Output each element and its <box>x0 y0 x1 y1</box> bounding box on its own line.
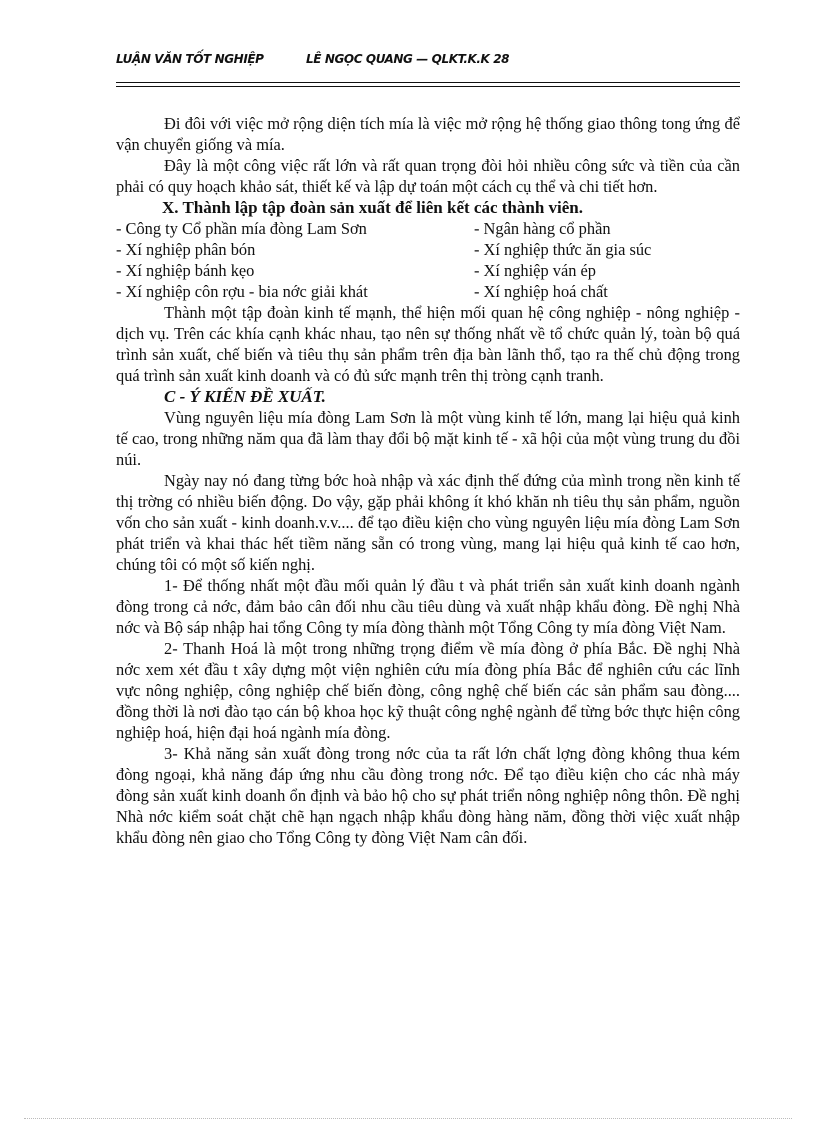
member-item: - Ngân hàng cổ phần <box>474 219 611 238</box>
paragraph-proposal-3: 3- Khả năng sản xuất đòng trong nớc của ta rất lớn chất lợng đòng không thua kém đòng ngoại, khả năng đáp ứng nhu cầu đòng trong nớc. Để tạo điều kiện cho các nhà máy đòng sản xuất kinh doanh ổn định và bảo hộ cho sự phát triển nông nghiệp nông thôn. Đề nghị Nhà nớc kiểm soát chặt chẽ hạn ngạch nhập khẩu đòng hàng năm, đồng thời việc xuất nhập khẩu đòng nên giao cho Tổng Công ty đòng Việt Nam cân đối. <box>116 744 740 847</box>
header-rule-bottom <box>116 86 740 87</box>
paragraph-corporation: Thành một tập đoàn kinh tế mạnh, thể hiện mối quan hệ công nghiệp - nông nghiệp - dịch vụ. Trên các khía cạnh khác nhau, tạo nên sự thống nhất về tổ chức quản lý, toàn bộ quá trình sản xuất, chế biến và tiêu thụ sản phẩm trên địa bàn lãnh thổ, tạo ra thế chủ động trong quá trình sản xuất kinh doanh và có đủ sức mạnh trên thị tròng cạnh tranh. <box>116 303 740 385</box>
header-thesis-label: LUẬN VĂN TỐT NGHIỆP <box>116 52 264 66</box>
header-rule-top <box>116 82 740 83</box>
section-heading-x: X. Thành lập tập đoàn sản xuất để liên kết các thành viên. <box>162 198 584 217</box>
member-item: - Xí nghiệp côn rợu - bia nớc giải khát <box>116 282 368 301</box>
member-item: - Xí nghiệp hoá chất <box>474 282 608 301</box>
paragraph-proposal-2: 2- Thanh Hoá là một trong những trọng điểm về mía đòng ở phía Bắc. Đề nghị Nhà nớc xem xét đầu t xây dựng một viện nghiên cứu mía đòng phía Bắc để nghiên cứu các lĩnh vực nông nghiệp, công nghiệp chế biến đòng, công nghệ chế biến các sản phẩm sau đòng.... đồng thời là nơi đào tạo cán bộ khoa học kỹ thuật công nghệ ngành để từng bớc thực hiện công nghiệp hoá, hiện đại hoá ngành mía đòng. <box>116 639 740 742</box>
header-author: LÊ NGỌC QUANG — QLKT.K.K 28 <box>306 52 510 66</box>
paragraph-transport: Đi đôi với việc mở rộng diện tích mía là việc mở rộng hệ thống giao thông tong ứng để vận chuyển giống và mía. <box>116 114 740 154</box>
paragraph-proposal-1: 1- Để thống nhất một đầu mối quản lý đầu t và phát triển sản xuất kinh doanh ngành đòng trong cả nớc, đảm bảo cân đối nhu cầu tiêu dùng và xuất nhập khẩu đòng. Đề nghị Nhà nớc và Bộ sáp nhập hai tổng Công ty mía đòng thành một Tổng Công ty mía đòng Việt Nam. <box>116 576 740 637</box>
member-item: - Công ty Cổ phần mía đòng Lam Sơn <box>116 219 367 238</box>
member-item: - Xí nghiệp thức ăn gia súc <box>474 240 652 259</box>
paragraph-integration: Ngày nay nó đang từng bớc hoà nhập và xác định thế đứng của mình trong nền kinh tế thị trờng có nhiều biến động. Do vậy, gặp phải không ít khó khăn nh tiêu thụ sản phẩm, nguồn vốn cho sản xuất - kinh doanh.v.v.... để tạo điều kiện cho vùng nguyên liệu mía đòng Lam Sơn phát triển và khai thác hết tiềm năng sẵn có trong vùng, mang lại hiệu quả kinh tế cao hơn, chúng tôi có một số kiến nghị. <box>116 471 740 574</box>
page-bottom-rule <box>24 1118 792 1119</box>
section-heading-c: C - Ý KIẾN ĐỀ XUẤT. <box>164 387 326 406</box>
paragraph-planning: Đây là một công việc rất lớn và rất quan trọng đòi hỏi nhiều công sức và tiền của cần phải có quy hoạch khảo sát, thiết kế và lập dự toán một cách cụ thể và chi tiết hơn. <box>116 156 740 196</box>
paragraph-region: Vùng nguyên liệu mía đòng Lam Sơn là một vùng kinh tế lớn, mang lại hiệu quả kinh tế cao, trong những năm qua đã làm thay đổi bộ mặt kinh tế - xã hội của một vùng trung du đồi núi. <box>116 408 740 469</box>
running-header <box>116 52 742 72</box>
member-item: - Xí nghiệp bánh kẹo <box>116 261 255 280</box>
member-item: - Xí nghiệp ván ép <box>474 261 596 280</box>
member-list <box>116 218 740 302</box>
member-item: - Xí nghiệp phân bón <box>116 240 256 259</box>
document-body <box>116 113 740 848</box>
